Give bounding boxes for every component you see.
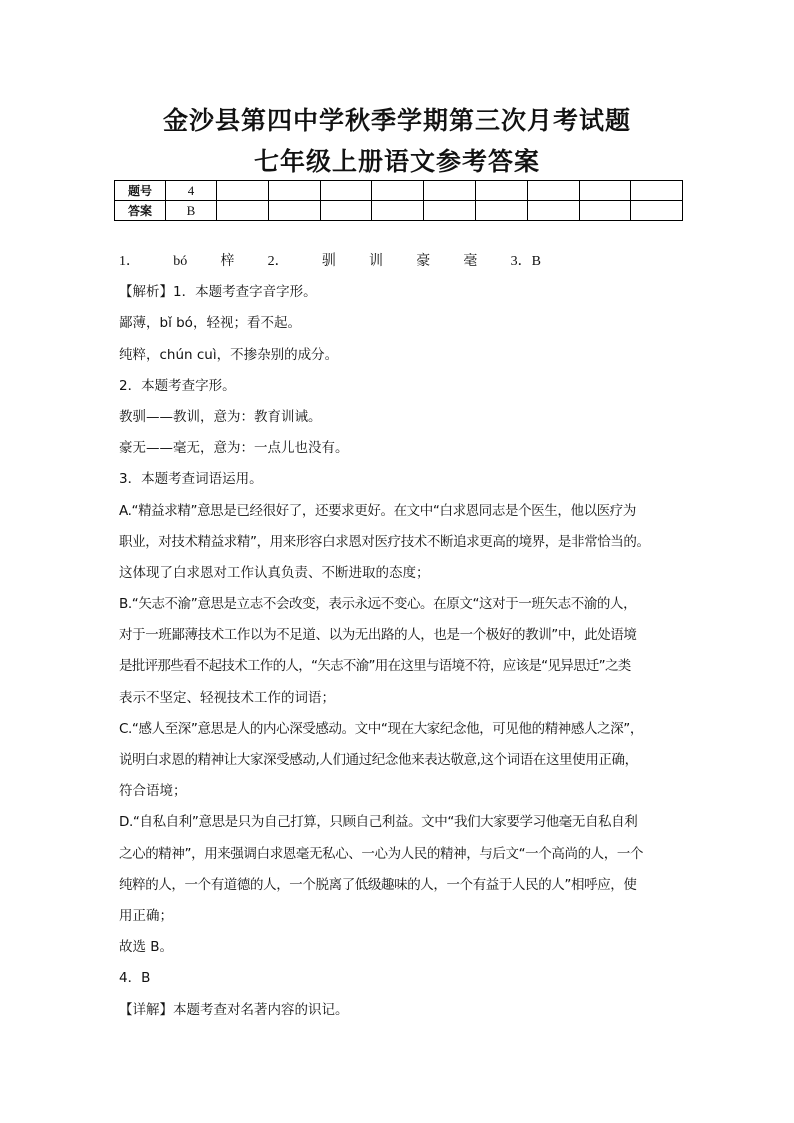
question-number-cell — [269, 181, 321, 201]
row-label-question-number: 题号 — [115, 181, 166, 201]
answer-token: 3．B — [510, 254, 541, 269]
option-d-line: D.“自私自利”意思是只为自己打算，只顾自己利益。文中“我们大家要学习他毫无自私自利 — [119, 814, 638, 831]
answer-cell — [424, 201, 476, 221]
answer-cell — [372, 201, 424, 221]
option-a-line: 这体现了白求恩对工作认真负责、不断进取的态度； — [119, 564, 430, 581]
option-d-line: 纯粹的人，一个有道德的人，一个脱离了低级趣味的人，一个有益于人民的人”相呼应，使 — [119, 876, 637, 893]
answer-token: bó — [173, 254, 188, 269]
text-line: 教驯——教训，意为：教育训诫。 — [119, 408, 322, 425]
answer-cell: B — [166, 201, 217, 221]
option-b-line: B.“矢志不渝”意思是立志不会改变，表示永远不变心。在原文“这对于一班矢志不渝的人， — [119, 596, 637, 613]
option-a-line: 职业，对技术精益求精”，用来形容白求恩对医疗技术不断追求更高的境界，是非常恰当的。 — [119, 533, 650, 550]
question-number-cell: 4 — [166, 181, 217, 201]
answer-token: 1． — [119, 254, 140, 269]
text-line: 纯粹，chún cuì，不掺杂别的成分。 — [119, 346, 339, 363]
question-number-cell — [528, 181, 580, 201]
option-c-line: C.“感人至深”意思是人的内心深受感动。文中“现在大家纪念他，可见他的精神感人之深”， — [119, 720, 643, 737]
analysis-heading-q3: 3．本题考查词语运用。 — [119, 471, 263, 488]
text-line: 鄙薄，bǐ bó，轻视；看不起。 — [119, 315, 301, 332]
answer-token: 2． — [267, 254, 289, 269]
answer-row — [115, 201, 683, 221]
answer-cell — [269, 201, 321, 221]
option-a-line: A.“精益求精”意思是已经很好了，还要求更好。在文中“白求恩同志是个医生，他以医疗为 — [119, 502, 636, 519]
answer-token: 梓 — [220, 254, 235, 269]
answer-cell — [580, 201, 631, 221]
detail-heading-q4: 【详解】本题考查对名著内容的识记。 — [119, 1001, 349, 1018]
page-subtitle: 七年级上册语文参考答案 — [253, 147, 540, 176]
analysis-heading-q1: 【解析】1．本题考查字音字形。 — [119, 284, 317, 301]
option-b-line: 对于一班鄙薄技术工作以为不足道、以为无出路的人，也是一个极好的教训”中，此处语境 — [119, 627, 637, 644]
analysis-heading-q2: 2．本题考查字形。 — [119, 377, 236, 394]
question-number-cell — [217, 181, 269, 201]
question-number-cell — [580, 181, 631, 201]
option-b-line: 表示不坚定、轻视技术工作的词语； — [119, 689, 335, 706]
option-c-line: 说明白求恩的精神让大家深受感动,人们通过纪念他来表达敬意,这个词语在这里使用正确， — [119, 752, 638, 768]
answer-token: 豪 — [416, 254, 431, 269]
answer-cell — [476, 201, 528, 221]
question-number-row — [115, 181, 683, 201]
text-line: 豪无——毫无，意为：一点儿也没有。 — [119, 440, 349, 457]
answer-content — [119, 246, 683, 1026]
question-number-cell — [631, 181, 683, 201]
answer-token: 训 — [369, 254, 384, 269]
question-number-cell — [321, 181, 372, 201]
question-number-cell — [424, 181, 476, 201]
question-number-cell — [476, 181, 528, 201]
option-d-line: 之心的精神”，用来强调白求恩毫无私心、一心为人民的精神，与后文“一个高尚的人，一个 — [119, 845, 644, 862]
answer-token: 毫 — [463, 254, 478, 269]
option-d-line: 用正确； — [119, 907, 173, 924]
answer-q4: 4．B — [119, 970, 151, 987]
row-label-answer: 答案 — [115, 201, 166, 221]
question-number-cell — [372, 181, 424, 201]
option-c-line: 符合语境； — [119, 783, 187, 800]
answer-line-q1-3 — [119, 246, 541, 277]
answer-cell — [528, 201, 580, 221]
conclusion-line: 故选 B。 — [119, 939, 174, 956]
answer-cell — [321, 201, 372, 221]
option-b-line: 是批评那些看不起技术工作的人，“矢志不渝”用在这里与语境不符，应该是“见异思迁”之类 — [119, 658, 631, 675]
answer-table — [114, 180, 683, 221]
answer-cell — [217, 201, 269, 221]
answer-token: 驯 — [321, 254, 336, 269]
page-title: 金沙县第四中学秋季学期第三次月考试题 — [162, 106, 631, 135]
answer-cell — [631, 201, 683, 221]
